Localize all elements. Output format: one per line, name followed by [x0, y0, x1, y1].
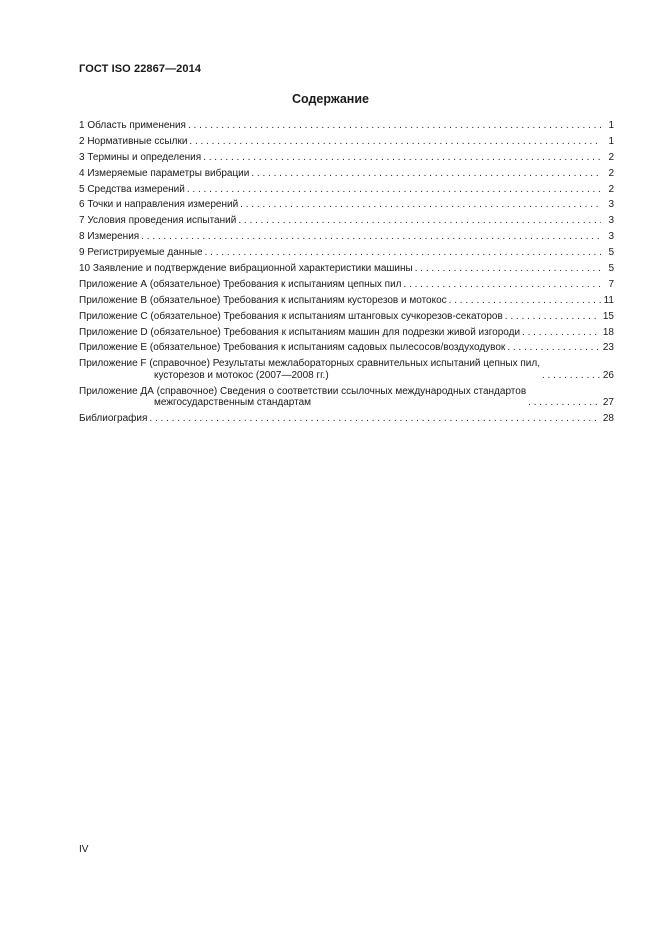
toc-entry[interactable] — [79, 247, 614, 259]
toc-entry-title — [79, 327, 520, 339]
toc-entry-page: 23 — [602, 342, 614, 354]
toc-entry[interactable] — [79, 295, 614, 307]
toc-entry-page: 18 — [602, 326, 614, 338]
toc-entry-title — [79, 136, 187, 148]
toc-entry-title — [79, 342, 505, 354]
toc-entry-title — [79, 120, 186, 132]
toc-entry-title — [79, 199, 238, 211]
toc-entry-page: 3 — [608, 215, 614, 227]
toc-entry-page: 5 — [608, 247, 614, 259]
toc-dot-leader — [240, 199, 601, 211]
toc-entry-title-continuation: межгосударственным стандартам — [154, 397, 312, 409]
toc-entry[interactable] — [79, 215, 614, 227]
page-number: IV — [79, 844, 89, 855]
toc-entry-title — [79, 413, 147, 425]
toc-dot-leader — [205, 247, 601, 259]
toc-dot-leader — [187, 184, 601, 196]
toc-entry[interactable] — [79, 263, 614, 275]
toc-entry-page: 27 — [602, 397, 614, 409]
toc-entry[interactable] — [79, 342, 614, 354]
toc-entry-title — [79, 358, 540, 381]
toc-entry-title-line: 1 Область применения — [79, 120, 186, 131]
toc-entry-title-line: 7 Условия проведения испытаний — [79, 215, 237, 227]
toc-dot-leader — [149, 413, 599, 425]
toc-dot-leader — [188, 120, 601, 132]
toc-entry[interactable] — [79, 358, 614, 381]
toc-entry-page: 3 — [608, 231, 614, 243]
toc-entry[interactable] — [79, 327, 614, 339]
toc-entry-title-line: Приложение С (обязательное) Требования к испытаниям штанговых сучкорезов-секаторов — [79, 310, 503, 322]
toc-entry-title-line: 4 Измеряемые параметры вибрации — [79, 167, 250, 179]
document-code-header: ГОСТ ISO 22867—2014 — [79, 63, 202, 75]
toc-entry-title — [79, 247, 203, 259]
toc-entry-page: 2 — [608, 167, 614, 179]
toc-entry-title — [79, 231, 139, 243]
toc-entry[interactable] — [79, 231, 614, 243]
toc-dot-leader — [522, 327, 600, 339]
toc-entry-title-line: 3 Термины и определения — [79, 151, 202, 163]
toc-entry-page: 2 — [608, 151, 614, 163]
toc-dot-leader — [415, 263, 601, 275]
toc-entry[interactable] — [79, 168, 614, 180]
page-title: Содержание — [291, 92, 369, 106]
toc-entry-title-line: Библиография — [79, 413, 148, 425]
table-of-contents — [79, 120, 614, 429]
toc-entry[interactable] — [79, 184, 614, 196]
toc-entry-title-line: 6 Точки и направления измерений — [79, 199, 239, 211]
toc-entry-title-line: 8 Измерения — [79, 231, 140, 243]
toc-entry-page: 1 — [608, 120, 614, 131]
toc-dot-leader — [203, 152, 601, 164]
toc-entry-title — [79, 184, 185, 196]
toc-entry-title — [79, 279, 402, 291]
toc-dot-leader — [238, 215, 601, 227]
toc-entry[interactable] — [79, 199, 614, 211]
toc-entry[interactable] — [79, 152, 614, 164]
toc-dot-leader — [449, 295, 601, 307]
toc-entry-title-continuation: кусторезов и мотокос (2007—2008 гг.) — [154, 369, 329, 381]
toc-entry-page: 2 — [608, 183, 614, 195]
toc-entry-title-line: 5 Средства измерений — [79, 183, 185, 195]
toc-entry-page: 28 — [602, 413, 614, 425]
toc-entry-page: 5 — [608, 263, 614, 275]
toc-entry[interactable] — [79, 136, 614, 148]
toc-entry-title-line: Приложение В (обязательное) Требования к испытаниям кусторезов и мотокос — [79, 294, 447, 306]
toc-entry-page: 15 — [602, 310, 614, 322]
toc-entry-page: 3 — [608, 199, 614, 211]
toc-dot-leader — [189, 136, 601, 148]
toc-entry-title-line: Приложение А (обязательное) Требования к испытаниям цепных пил — [79, 278, 402, 290]
toc-entry[interactable] — [79, 386, 614, 409]
toc-entry-title-line: 9 Регистрируемые данные — [79, 247, 203, 259]
toc-entry-title-line: Приложение F (справочное) Результаты межлабораторных сравнительных испытаний цепных пил, — [79, 358, 540, 370]
toc-entry-title-line: 2 Нормативные ссылки — [79, 135, 188, 147]
toc-entry-page: 26 — [602, 369, 614, 381]
toc-dot-leader — [404, 279, 602, 291]
toc-entry-title-line: Приложение E (обязательное) Требования к испытаниям садовых пылесосов/воздуходувок — [79, 342, 506, 354]
toc-entry-title-line: Приложение ДА (справочное) Сведения о соответствии ссылочных международных стандартов — [79, 385, 527, 397]
toc-entry-title — [79, 295, 447, 307]
toc-dot-leader — [251, 168, 601, 180]
toc-entry-page: 11 — [603, 294, 614, 306]
toc-dot-leader — [507, 342, 600, 354]
toc-dot-leader — [505, 311, 600, 323]
toc-entry-title — [79, 263, 413, 275]
toc-entry-title-line: 10 Заявление и подтверждение вибрационной характеристики машины — [79, 263, 413, 275]
toc-entry[interactable] — [79, 311, 614, 323]
toc-dot-leader — [542, 370, 600, 382]
toc-entry-title — [79, 152, 201, 164]
toc-entry[interactable] — [79, 120, 614, 132]
toc-entry-title — [79, 386, 526, 409]
toc-entry-title — [79, 215, 236, 227]
toc-entry[interactable] — [79, 413, 614, 425]
toc-entry-page: 7 — [608, 278, 614, 290]
toc-dot-leader — [141, 231, 601, 243]
toc-entry-title-line: Приложение D (обязательное) Требования к испытаниям машин для подрезки живой изгороди — [79, 326, 521, 338]
toc-entry-title — [79, 168, 249, 180]
toc-entry[interactable] — [79, 279, 614, 291]
toc-entry-title — [79, 311, 503, 323]
toc-dot-leader — [528, 397, 600, 409]
toc-entry-page: 1 — [608, 135, 614, 147]
